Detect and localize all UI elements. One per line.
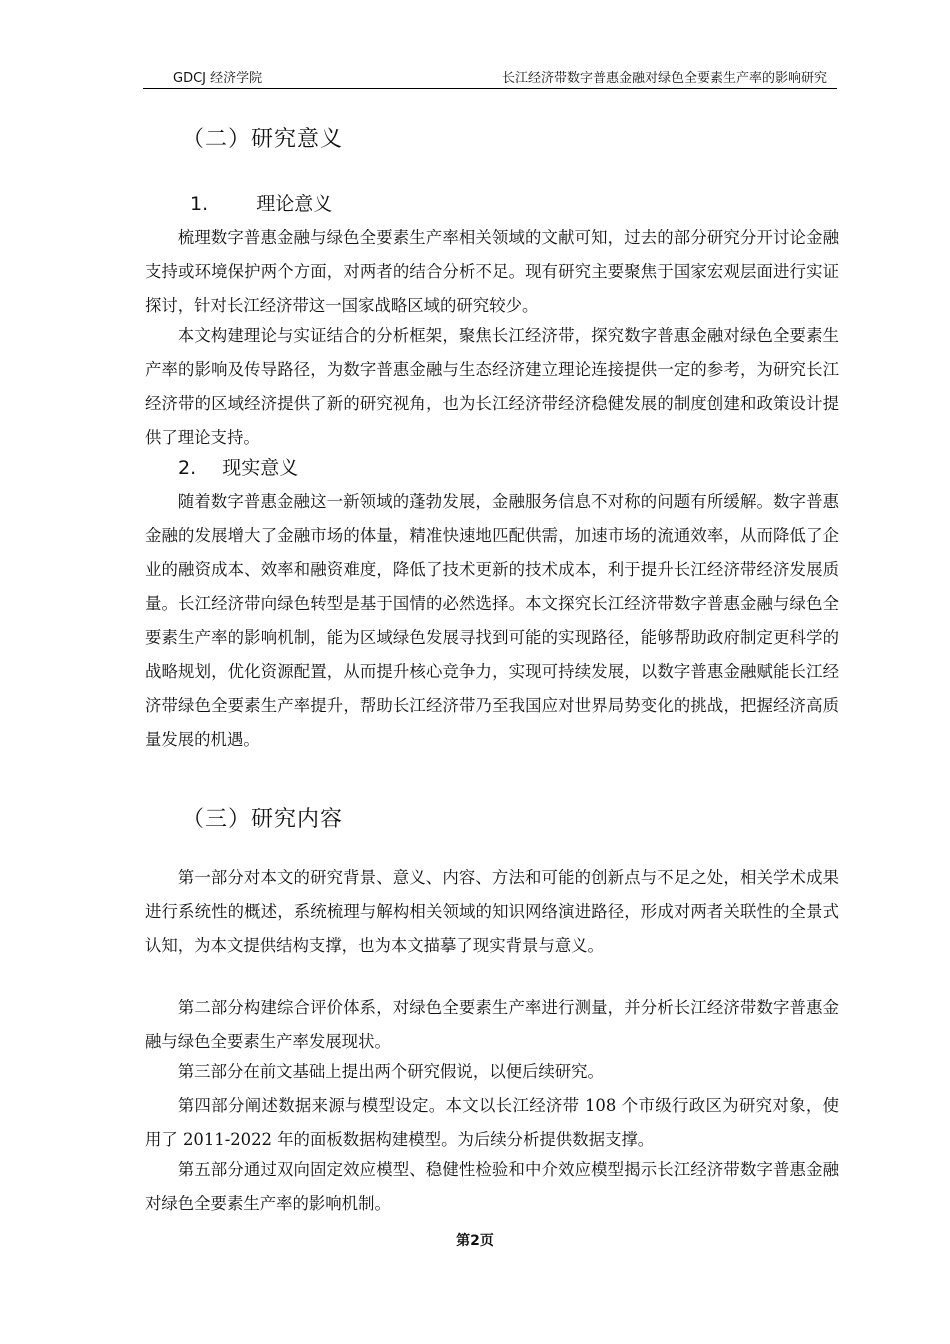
subheading-title: 现实意义 xyxy=(222,457,299,479)
subheading-practical xyxy=(178,453,298,480)
paragraph-content-1: 第一部分对本文的研究背景、意义、内容、方法和可能的创新点与不足之处，相关学术成果进行系统性的概述，系统梳理与解构相关领域的知识网络演进路径，形成对两者关联性的全景式认知，为本文提供结构支撑，也为本文描摹了现实背景与意义。 xyxy=(145,868,839,955)
subheading-title: 理论意义 xyxy=(256,193,333,215)
section-heading-content: （三）研究内容 xyxy=(182,807,344,832)
paragraph-content-5: 第五部分通过双向固定效应模型、稳健性检验和中介效应模型揭示长江经济带数字普惠金融对绿色全要素生产率的影响机制。 xyxy=(145,1160,839,1213)
paragraph-practical: 随着数字普惠金融这一新领域的蓬勃发展，金融服务信息不对称的问题有所缓解。数字普惠金融的发展增大了金融市场的体量，精准快速地匹配供需，加速市场的流通效率，从而降低了企业的融资成本、效率和融资难度，降低了技术更新的技术成本，利于提升长江经济带经济发展质量。长江经济带向绿色转型是基于国情的必然选择。本文探究长江经济带数字普惠金融与绿色全要素生产率的影响机制，能为区域绿色发展寻找到可能的实现路径，能够帮助政府制定更科学的战略规划，优化资源配置，从而提升核心竞争力，实现可持续发展，以数字普惠金融赋能长江经济带绿色全要素生产率提升，帮助长江经济带乃至我国应对世界局势变化的挑战，把握经济高质量发展的机遇。 xyxy=(145,492,839,749)
paragraph-content-2: 第二部分构建综合评价体系，对绿色全要素生产率进行测量，并分析长江经济带数字普惠金融与绿色全要素生产率发展现状。 xyxy=(145,998,839,1051)
paragraph-theory-2: 本文构建理论与实证结合的分析框架，聚焦长江经济带，探究数字普惠金融对绿色全要素生产率的影响及传导路径，为数字普惠金融与生态经济建立理论连接提供一定的参考，为研究长江经济带的区域经济提供了新的研究视角，也为长江经济带经济稳健发展的制度创建和政策设计提供了理论支持。 xyxy=(145,326,839,447)
subheading-number: 1. xyxy=(190,193,209,215)
subheading-number: 2. xyxy=(178,457,197,479)
paragraph-content-3: 第三部分在前文基础上提出两个研究假说，以便后续研究。 xyxy=(177,1062,604,1081)
paragraph-content-4: 第四部分阐述数据来源与模型设定。本文以长江经济带 108 个市级行政区为研究对象，使用了 2011-2022 年的面板数据构建模型。为后续分析提供数据支撑。 xyxy=(145,1096,839,1149)
header-school: GDCJ 经济学院 xyxy=(173,71,263,86)
page-header xyxy=(143,62,837,89)
header-title: 长江经济带数字普惠金融对绿色全要素生产率的影响研究 xyxy=(501,71,827,86)
paragraph-theory-1: 梳理数字普惠金融与绿色全要素生产率相关领域的文献可知，过去的部分研究分开讨论金融支持或环境保护两个方面，对两者的结合分析不足。现有研究主要聚焦于国家宏观层面进行实证探讨，针对长江经济带这一国家战略区域的研究较少。 xyxy=(145,228,839,315)
section-heading-significance: （二）研究意义 xyxy=(182,127,344,152)
subheading-theoretical xyxy=(190,189,332,216)
page-number: 第2页 xyxy=(456,1233,494,1249)
